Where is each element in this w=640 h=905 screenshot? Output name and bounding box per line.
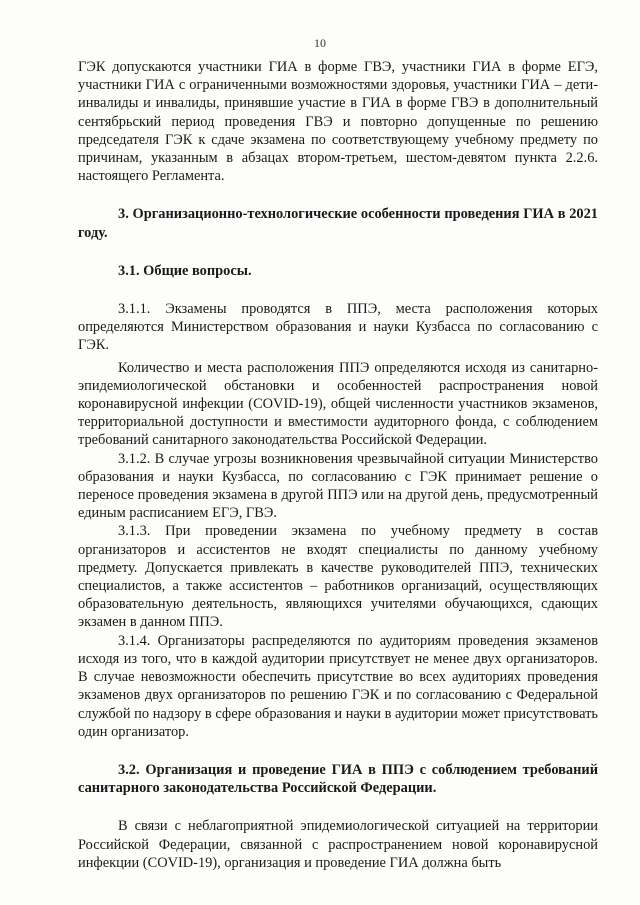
document-body [78, 58, 598, 872]
section-heading-3: 3. Организационно-технологические особенности проведения ГИА в 2021 году. [78, 206, 598, 241]
paragraph-3-1-3: 3.1.3. При проведении экзамена по учебному предмету в состав организаторов и ассистентов не входят специалисты по данному учебному предмету. Допускается привлекать в качестве руководителей ППЭ, технических специалистов, а также ассистентов – работников организаций, осуществляющих образовательную деятельность, являющихся учителями обучающихся, сдающих экзамен в данном ППЭ. [78, 523, 598, 631]
paragraph-3-1-2: 3.1.2. В случае угрозы возникновения чрезвычайной ситуации Министерство образования и науки Кузбасса, по согласованию с ГЭК принимает решение о переносе проведения экзамена в другой ППЭ или на другой день, предусмотренный единым расписанием ЕГЭ, ГВЭ. [78, 450, 598, 522]
paragraph-continuation: ГЭК допускаются участники ГИА в форме ГВЭ, участники ГИА в форме ЕГЭ, участники ГИА с ограниченными возможностями здоровья, участники ГИА – дети-инвалиды и инвалиды, принявшие участие в ГИА в форме ГВЭ в дополнительный сентябрьский период проведения ГВЭ и повторно допущенные по решению председателя ГЭК к сдаче экзамена по соответствующему учебному предмету по причинам, указанным в абзацах втором-третьем, шестом-девятом пункта 2.2.6. настоящего Регламента. [78, 59, 598, 185]
paragraph-3-2: В связи с неблагоприятной эпидемиологической ситуацией на территории Российской Федерации, связанной с распространением новой коронавирусной инфекции (COVID-19), организация и проведение ГИА должна быть [78, 818, 598, 871]
subsection-heading-3-1: 3.1. Общие вопросы. [118, 262, 252, 279]
paragraph-3-1-1: 3.1.1. Экзамены проводятся в ППЭ, места расположения которых определяются Министерством образования и науки Кузбасса по согласованию с ГЭК. [78, 301, 598, 354]
subsection-heading-3-2: 3.2. Организация и проведение ГИА в ППЭ с соблюдением требований санитарного законодательства Российской Федерации. [78, 761, 598, 797]
page-number: 10 [314, 36, 326, 50]
paragraph-3-1-4: 3.1.4. Организаторы распределяются по аудиториям проведения экзаменов исходя из того, что в каждой аудитории присутствует не менее двух организаторов. В случае невозможности обеспечить присутствие во всех аудиториях проведения экзаменов двух организаторов по решению ГЭК и по согласованию с Федеральной службой по надзору в сфере образования и науки в аудитории может присутствовать один организатор. [78, 632, 598, 740]
paragraph-3-1-1-continued: Количество и места расположения ППЭ определяются исходя из санитарно-эпидемиологической обстановки и особенностей распространения новой коронавирусной инфекции (COVID-19), общей численности участников экзаменов, территориальной доступности и вместимости аудиторного фонда, с соблюдением требований санитарного законодательства Российской Федерации. [78, 359, 598, 449]
